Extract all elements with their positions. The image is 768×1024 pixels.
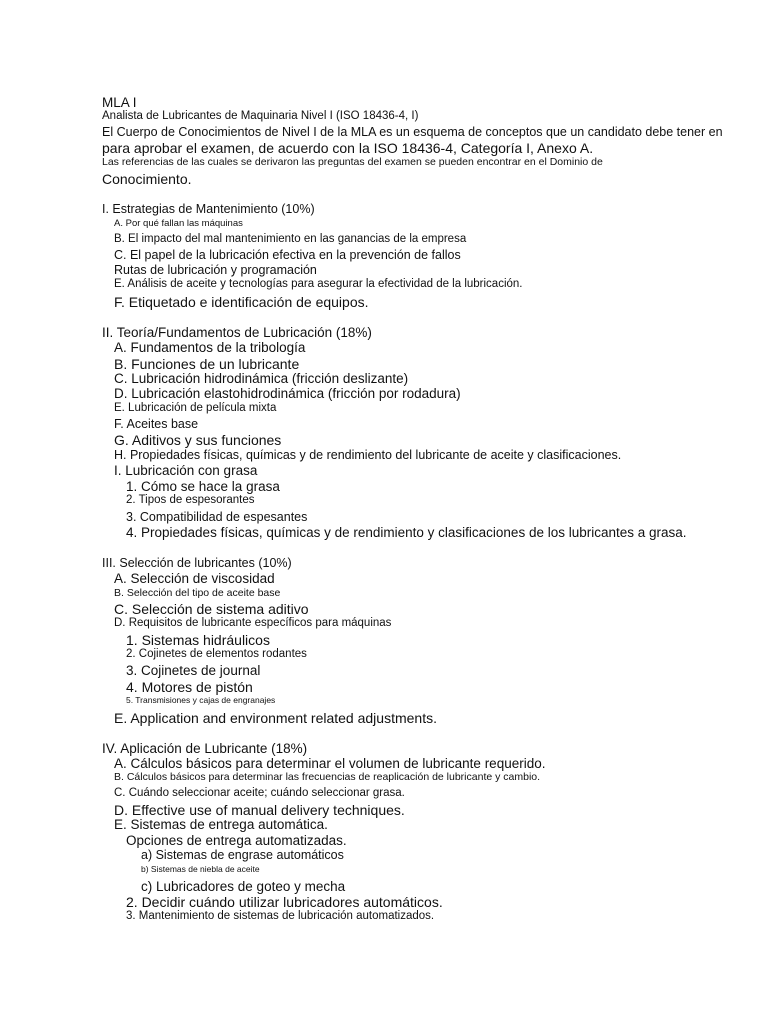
list-item: 4. Motores de pistón bbox=[126, 679, 253, 695]
list-item: F. Etiquetado e identificación de equipos. bbox=[114, 294, 369, 310]
intro-line-2: para aprobar el examen, de acuerdo con la ISO 18436-4, Categoría I, Anexo A. bbox=[102, 140, 594, 156]
list-item: Opciones de entrega automatizadas. bbox=[126, 833, 347, 848]
list-item: 1. Sistemas hidráulicos bbox=[126, 632, 270, 648]
list-item: 3. Cojinetes de journal bbox=[126, 663, 261, 678]
intro-line-4: Conocimiento. bbox=[102, 171, 192, 187]
list-item: C. Cuándo seleccionar aceite; cuándo seleccionar grasa. bbox=[114, 787, 405, 799]
list-item: A. Fundamentos de la tribología bbox=[114, 340, 306, 355]
list-item: b) Sistemas de niebla de aceite bbox=[141, 864, 260, 874]
list-item: 2. Tipos de espesorantes bbox=[126, 494, 255, 506]
list-item: 4. Propiedades físicas, químicas y de rendimiento y clasificaciones de los lubricantes a grasa. bbox=[126, 525, 687, 540]
list-item: A. Cálculos básicos para determinar el volumen de lubricante requerido. bbox=[114, 756, 546, 771]
list-item: 2. Cojinetes de elementos rodantes bbox=[126, 648, 307, 660]
list-item: A. Selección de viscosidad bbox=[114, 571, 275, 586]
list-item: 2. Decidir cuándo utilizar lubricadores automáticos. bbox=[126, 894, 443, 910]
list-item: A. Por qué fallan las máquinas bbox=[114, 218, 243, 229]
list-item: E. Análisis de aceite y tecnologías para asegurar la efectividad de la lubricación. bbox=[114, 278, 523, 290]
list-item: E. Application and environment related adjustments. bbox=[114, 710, 437, 726]
document-title: MLA I bbox=[102, 95, 137, 110]
list-item: 5. Transmisiones y cajas de engranajes bbox=[126, 695, 276, 705]
list-item: C. El papel de la lubricación efectiva en la prevención de fallos bbox=[114, 248, 461, 262]
list-item: B. El impacto del mal mantenimiento en las ganancias de la empresa bbox=[114, 233, 467, 245]
section-heading: III. Selección de lubricantes (10%) bbox=[102, 556, 292, 570]
intro-line-3: Las referencias de las cuales se derivaron las preguntas del examen se pueden encontrar en el Dominio de bbox=[102, 156, 603, 168]
list-item: F. Aceites base bbox=[114, 417, 199, 431]
list-item: E. Sistemas de entrega automática. bbox=[114, 817, 328, 832]
list-item: C. Selección de sistema aditivo bbox=[114, 601, 309, 617]
list-item: D. Requisitos de lubricante específicos para máquinas bbox=[114, 617, 392, 629]
list-item: I. Lubricación con grasa bbox=[114, 463, 258, 478]
list-item: B. Cálculos básicos para determinar las frecuencias de reaplicación de lubricante y cambio. bbox=[114, 771, 541, 783]
section-heading: II. Teoría/Fundamentos de Lubricación (18%) bbox=[102, 325, 372, 340]
list-item: D. Lubricación elastohidrodinámica (fricción por rodadura) bbox=[114, 386, 461, 401]
list-item: G. Aditivos y sus funciones bbox=[114, 432, 282, 448]
list-item: B. Funciones de un lubricante bbox=[114, 356, 300, 372]
list-item: a) Sistemas de engrase automáticos bbox=[141, 848, 344, 862]
list-item: Rutas de lubricación y programación bbox=[114, 263, 317, 277]
section-heading: IV. Aplicación de Lubricante (18%) bbox=[102, 741, 308, 756]
list-item: D. Effective use of manual delivery techniques. bbox=[114, 802, 405, 818]
list-item: B. Selección del tipo de aceite base bbox=[114, 587, 281, 599]
section-heading: I. Estrategias de Mantenimiento (10%) bbox=[102, 202, 315, 216]
list-item: c) Lubricadores de goteo y mecha bbox=[141, 879, 346, 894]
list-item: E. Lubricación de película mixta bbox=[114, 402, 277, 414]
intro-line-1: El Cuerpo de Conocimientos de Nivel I de la MLA es un esquema de conceptos que un candidato debe tener en bbox=[102, 125, 723, 139]
list-item: 3. Compatibilidad de espesantes bbox=[126, 510, 308, 524]
list-item: C. Lubricación hidrodinámica (fricción deslizante) bbox=[114, 371, 409, 386]
list-item: 1. Cómo se hace la grasa bbox=[126, 479, 280, 494]
document-subtitle: Analista de Lubricantes de Maquinaria Nivel I (ISO 18436-4, I) bbox=[102, 110, 419, 122]
list-item: 3. Mantenimiento de sistemas de lubricación automatizados. bbox=[126, 910, 435, 922]
list-item: H. Propiedades físicas, químicas y de rendimiento del lubricante de aceite y clasificaciones. bbox=[114, 448, 622, 462]
